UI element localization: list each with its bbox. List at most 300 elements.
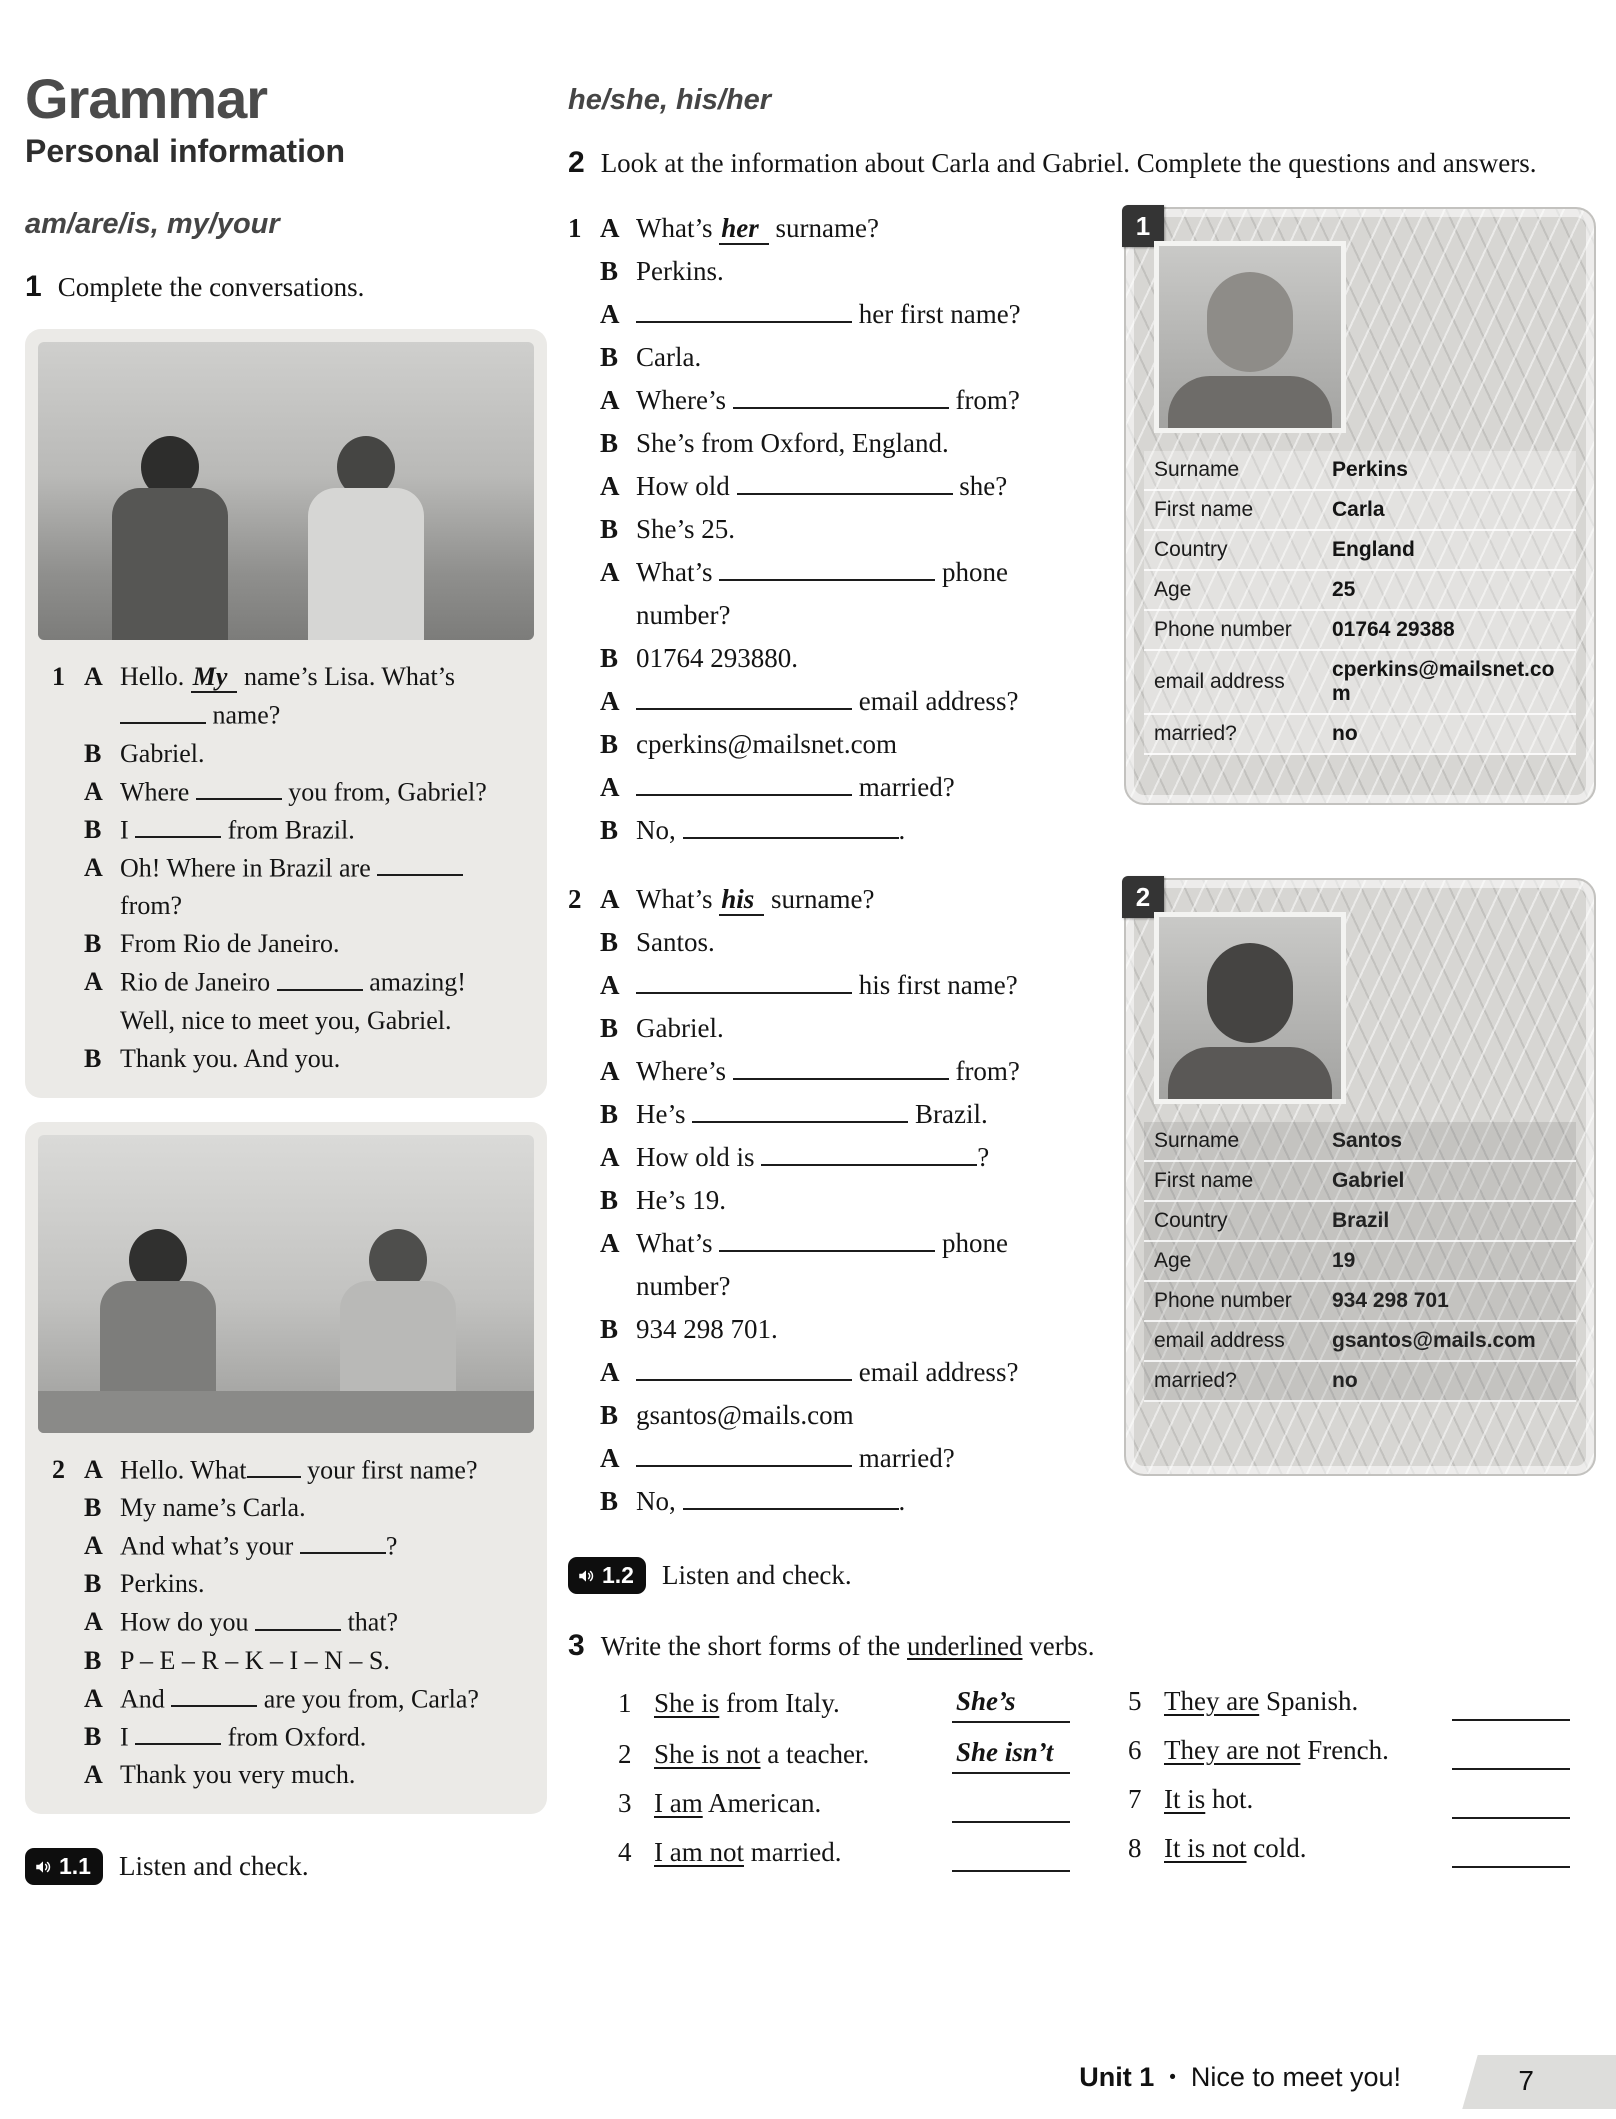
- answer-line[interactable]: [1452, 1736, 1570, 1770]
- item-number: [568, 809, 600, 852]
- page-title: Grammar: [25, 67, 268, 130]
- page-tab-shape: [1462, 2055, 1616, 2109]
- card-field-row: [1144, 611, 1576, 651]
- card-field-value: Brazil: [1332, 1209, 1390, 1233]
- item-number: [568, 336, 600, 379]
- item-number: [568, 1308, 600, 1351]
- speaker-label: B: [600, 1486, 619, 1517]
- item-number: [52, 849, 84, 925]
- speaker-label: A: [600, 1357, 620, 1388]
- card-field-row: [1144, 715, 1576, 755]
- listen-and-check-1: [25, 1848, 547, 1885]
- conversation-2-photo: [38, 1135, 534, 1433]
- answer-line[interactable]: [1452, 1785, 1570, 1819]
- speaker-label: B: [600, 1185, 619, 1216]
- right-column: [568, 70, 1598, 1872]
- dialogue-1-line: [568, 293, 1092, 336]
- answer-line[interactable]: [1452, 1687, 1570, 1721]
- conversation-2-line: [52, 1603, 524, 1641]
- item-number: 1: [618, 1687, 632, 1718]
- card-field-value: no: [1332, 722, 1358, 746]
- example-answer: My: [191, 662, 238, 693]
- speaker-label: B: [84, 1043, 102, 1073]
- conversation-1-line: [52, 925, 524, 963]
- speaker-label: B: [600, 1099, 619, 1130]
- item-number: [568, 379, 600, 422]
- item-number: [52, 811, 84, 849]
- exercise-2-instruction: Look at the information about Carla and Gabriel. Complete the questions and answers.: [600, 148, 1537, 178]
- answer-blank[interactable]: [737, 467, 953, 495]
- conversation-2-line: [52, 1489, 524, 1527]
- line-text: Thank you. And you.: [120, 1043, 341, 1073]
- item-number: [568, 1007, 600, 1050]
- card-field-value: 25: [1332, 578, 1356, 602]
- line-text: He’s 19.: [636, 1185, 726, 1216]
- card-field-row: [1144, 1362, 1576, 1402]
- line-text: How old is ?: [636, 1136, 1092, 1179]
- line-text: Oh! Where in Brazil are from?: [120, 849, 524, 925]
- exercise-3-instruction: [601, 1628, 1095, 1664]
- dialogue-2-line: [568, 1394, 1092, 1437]
- id-card-2-number: 2: [1122, 876, 1164, 918]
- answer-blank[interactable]: [719, 1224, 935, 1252]
- speaker-label: B: [600, 342, 619, 373]
- dialogue-1-line: [568, 422, 1092, 465]
- id-card-1-fields: [1144, 451, 1576, 755]
- line-text: Santos.: [636, 927, 715, 958]
- card-field-row: [1144, 1162, 1576, 1202]
- exercise-3-number: 3: [568, 1629, 585, 1663]
- item-number: [568, 637, 600, 680]
- underlined-verb: They are not: [1164, 1734, 1301, 1765]
- dialogue-1-line: [568, 250, 1092, 293]
- page-number-tab: [1441, 2055, 1616, 2109]
- answer-line[interactable]: [952, 1838, 1070, 1872]
- answer-blank[interactable]: [135, 1718, 221, 1745]
- card-field-value: gsantos@mails.com: [1332, 1329, 1536, 1353]
- answer-blank[interactable]: [377, 849, 463, 876]
- answer-blank[interactable]: [255, 1603, 341, 1630]
- speaker-label: A: [600, 385, 620, 416]
- item-number: [568, 1480, 600, 1523]
- dialogue-2-line: [568, 1437, 1092, 1480]
- dialogue-2-line: [568, 1093, 1092, 1136]
- conversation-1-line: [52, 1040, 524, 1078]
- audio-track-number: 1.1: [59, 1853, 91, 1880]
- speaker-label: B: [600, 1400, 619, 1431]
- person-silhouette: [306, 436, 426, 640]
- card-field-value: 934 298 701: [1332, 1289, 1449, 1313]
- speaker-label: A: [600, 772, 620, 803]
- speaker-label: B: [84, 1645, 102, 1675]
- instruction-underlined-word: underlined: [907, 1631, 1023, 1662]
- item-number: [568, 680, 600, 723]
- audio-track-number: 1.2: [602, 1562, 634, 1589]
- dialogue-2-line: [568, 1351, 1092, 1394]
- item-number: [52, 963, 84, 1039]
- card-field-label: Country: [1154, 1209, 1228, 1233]
- line-text: How do you that?: [120, 1603, 524, 1641]
- item-sentence: It is not cold.: [1164, 1832, 1307, 1863]
- speaker-label: B: [600, 1314, 619, 1345]
- line-text: her first name?: [636, 293, 1092, 336]
- item-number: [568, 508, 600, 551]
- card-field-row: [1144, 651, 1576, 715]
- dialogue-2-line: [568, 1308, 1092, 1351]
- card-field-value: England: [1332, 538, 1415, 562]
- card-field-label: email address: [1154, 670, 1285, 694]
- person-silhouette: [338, 1229, 458, 1433]
- short-form-item: [1128, 1681, 1570, 1721]
- speaker-label: B: [84, 1493, 102, 1523]
- item-number: [568, 921, 600, 964]
- listen-label: Listen and check.: [661, 1560, 852, 1591]
- dialogue-1-line: [568, 680, 1092, 723]
- answer-blank[interactable]: [277, 963, 363, 990]
- answer-blank[interactable]: [761, 1138, 977, 1166]
- item-number: 1: [52, 662, 65, 692]
- line-text: I from Brazil.: [120, 811, 524, 849]
- short-forms-column-left: [618, 1681, 1070, 1872]
- exercise-3-header: [568, 1628, 1598, 1664]
- card-field-row: [1144, 571, 1576, 611]
- line-text: email address?: [636, 1351, 1092, 1394]
- answer-blank[interactable]: [683, 1482, 899, 1510]
- conversation-1-line: [52, 963, 524, 1039]
- line-text: Rio de Janeiro amazing! Well, nice to meet you, Gabriel.: [120, 963, 524, 1039]
- silhouette-shoulders: [1168, 1047, 1332, 1104]
- item-number: 2: [618, 1738, 632, 1769]
- answer-blank[interactable]: [636, 1353, 852, 1381]
- speaker-label: A: [84, 967, 103, 997]
- speaker-label: A: [84, 853, 103, 883]
- item-number: [52, 773, 84, 811]
- item-sentence: They are not French.: [1164, 1734, 1389, 1765]
- answer-line[interactable]: She’s: [952, 1681, 1070, 1723]
- answer-blank[interactable]: [733, 1052, 949, 1080]
- item-number: 2: [568, 884, 582, 915]
- item-number: [52, 1040, 84, 1078]
- underlined-verb: I am not: [654, 1836, 744, 1867]
- line-text: What’s her surname?: [636, 213, 879, 244]
- item-number: [52, 1565, 84, 1603]
- item-number: 4: [618, 1836, 632, 1867]
- dialogue-2-line: [568, 921, 1092, 964]
- id-card-1-photo: [1154, 241, 1346, 433]
- dialogue-1-line: [568, 637, 1092, 680]
- conversation-1: [38, 658, 534, 1077]
- card-field-value: Carla: [1332, 498, 1385, 522]
- line-text: Perkins.: [120, 1569, 205, 1599]
- underlined-verb: It is: [1164, 1783, 1206, 1814]
- silhouette-head: [1207, 272, 1293, 372]
- card-field-label: married?: [1154, 1369, 1237, 1393]
- speaker-label: B: [84, 929, 102, 959]
- silhouette-torso: [308, 488, 424, 640]
- item-number: [568, 1222, 600, 1308]
- item-number: [52, 1527, 84, 1565]
- speaker-label: A: [84, 662, 103, 692]
- line-text: cperkins@mailsnet.com: [636, 729, 898, 760]
- dialogue-2-line: [568, 878, 1092, 921]
- line-text: From Rio de Janeiro.: [120, 929, 340, 959]
- item-number: 5: [1128, 1685, 1142, 1716]
- card-field-label: Age: [1154, 578, 1192, 602]
- conversation-2-line: [52, 1680, 524, 1718]
- conversation-2-line: [52, 1718, 524, 1756]
- card-field-label: Phone number: [1154, 618, 1292, 642]
- line-text: Perkins.: [636, 256, 724, 287]
- underlined-verb: She is: [654, 1687, 720, 1718]
- line-text: email address?: [636, 680, 1092, 723]
- card-field-label: email address: [1154, 1329, 1285, 1353]
- silhouette-shoulders: [1168, 376, 1332, 433]
- item-number: [52, 1756, 84, 1794]
- dialogue-1-line: [568, 809, 1092, 852]
- grammar-point-left: am/are/is, my/your: [25, 207, 280, 240]
- card-field-label: First name: [1154, 1169, 1254, 1193]
- card-field-row: [1144, 1282, 1576, 1322]
- answer-blank[interactable]: [719, 553, 935, 581]
- item-number: [52, 925, 84, 963]
- footer-separator: •: [1169, 2067, 1176, 2088]
- item-number: [568, 465, 600, 508]
- line-text: Where you from, Gabriel?: [120, 773, 524, 811]
- item-sentence: I am American.: [654, 1787, 822, 1818]
- exercise-2-row-2: [568, 878, 1598, 1523]
- speaker-label: A: [84, 1454, 103, 1484]
- line-text: What’s his surname?: [636, 884, 875, 915]
- line-text: He’s Brazil.: [636, 1093, 1092, 1136]
- answer-line[interactable]: [952, 1789, 1070, 1823]
- dialogue-2-line: [568, 1136, 1092, 1179]
- example-answer: his: [719, 884, 764, 916]
- short-form-item: [618, 1681, 1070, 1723]
- line-text: What’s phone number?: [636, 551, 1092, 637]
- card-field-row: [1144, 1202, 1576, 1242]
- underlined-verb: She is not: [654, 1738, 761, 1769]
- exercise-2-row-1: [568, 207, 1598, 852]
- line-text: What’s phone number?: [636, 1222, 1092, 1308]
- card-field-row: [1144, 491, 1576, 531]
- speaker-label: A: [600, 471, 620, 502]
- dialogue-2: [568, 878, 1092, 1523]
- line-text: Where’s from?: [636, 1050, 1092, 1093]
- speaker-label: B: [600, 1013, 619, 1044]
- card-field-row: [1144, 1322, 1576, 1362]
- underlined-verb: It is not: [1164, 1832, 1247, 1863]
- answer-blank[interactable]: [683, 811, 899, 839]
- item-number: [52, 1642, 84, 1680]
- speaker-label: B: [600, 643, 619, 674]
- item-number: [568, 1179, 600, 1222]
- line-text: I from Oxford.: [120, 1718, 524, 1756]
- short-forms-grid: [618, 1681, 1598, 1872]
- card-field-value: 01764 29388: [1332, 618, 1455, 642]
- dialogue-2-line: [568, 1007, 1092, 1050]
- dialogue-1-line: [568, 465, 1092, 508]
- speaker-label: B: [84, 738, 102, 768]
- audio-track-badge: [25, 1848, 103, 1885]
- item-sentence: She is from Italy.: [654, 1687, 840, 1718]
- answer-blank[interactable]: [636, 966, 852, 994]
- answer-blank[interactable]: [196, 773, 282, 800]
- listen-label: Listen and check.: [118, 1851, 309, 1882]
- line-text: My name’s Carla.: [120, 1493, 306, 1523]
- speaker-label: B: [600, 815, 619, 846]
- speaker-label: A: [84, 776, 103, 806]
- conversation-2: [38, 1451, 534, 1794]
- silhouette-torso: [100, 1281, 216, 1433]
- speaker-label: A: [84, 1683, 103, 1713]
- audio-track-badge: [568, 1557, 646, 1594]
- card-field-row: [1144, 531, 1576, 571]
- underlined-verb: They are: [1164, 1685, 1260, 1716]
- card-field-value: Gabriel: [1332, 1169, 1405, 1193]
- conversation-1-line: [52, 658, 524, 734]
- speaker-icon: [34, 1858, 52, 1876]
- id-card-2: [1124, 878, 1596, 1476]
- card-field-label: married?: [1154, 722, 1237, 746]
- underlined-verb: I am: [654, 1787, 703, 1818]
- item-number: [568, 964, 600, 1007]
- conversation-2-block: [25, 1122, 547, 1814]
- answer-blank[interactable]: [733, 381, 949, 409]
- short-form-item: [618, 1832, 1070, 1872]
- line-text: She’s from Oxford, England.: [636, 428, 949, 459]
- speaker-label: A: [600, 970, 620, 1001]
- answer-blank[interactable]: [120, 696, 206, 723]
- speaker-label: A: [84, 1760, 103, 1790]
- silhouette-torso: [340, 1281, 456, 1433]
- line-text: married?: [636, 1437, 1092, 1480]
- dialogue-2-line: [568, 1222, 1092, 1308]
- id-card-1: [1124, 207, 1596, 805]
- page-number: 7: [1518, 2065, 1534, 2096]
- id-card-2-photo: [1154, 912, 1346, 1104]
- item-number: [568, 723, 600, 766]
- dialogue-1-line: [568, 508, 1092, 551]
- item-number: [52, 735, 84, 773]
- item-number: [568, 1437, 600, 1480]
- item-sentence: She is not a teacher.: [654, 1738, 870, 1769]
- speaker-label: B: [84, 814, 102, 844]
- item-number: [568, 422, 600, 465]
- person-silhouette: [110, 436, 230, 640]
- answer-blank[interactable]: [636, 768, 852, 796]
- item-number: [52, 1680, 84, 1718]
- exercise-1-header: [25, 269, 547, 305]
- speaker-label: A: [600, 686, 620, 717]
- line-text: P – E – R – K – I – N – S.: [120, 1645, 390, 1675]
- speaker-label: A: [600, 884, 620, 915]
- answer-line[interactable]: She isn’t: [952, 1732, 1070, 1774]
- item-number: [568, 766, 600, 809]
- card-field-value: 19: [1332, 1249, 1356, 1273]
- speaker-label: A: [600, 1142, 620, 1173]
- line-text: Hello. What your first name?: [120, 1451, 524, 1489]
- speaker-label: A: [600, 1228, 620, 1259]
- line-text: And are you from, Carla?: [120, 1680, 524, 1718]
- answer-blank[interactable]: [636, 1439, 852, 1467]
- example-answer: her: [719, 213, 769, 245]
- instruction-text: Write the short forms of the: [600, 1631, 908, 1662]
- card-field-label: Surname: [1154, 458, 1240, 482]
- footer-unit: Unit 1: [1079, 2062, 1155, 2092]
- answer-blank[interactable]: [247, 1451, 301, 1478]
- card-field-label: Age: [1154, 1249, 1192, 1273]
- line-text: married?: [636, 766, 1092, 809]
- line-text: Where’s from?: [636, 379, 1092, 422]
- exercise-2-number: 2: [568, 146, 585, 179]
- speaker-label: B: [600, 927, 619, 958]
- item-number: [568, 551, 600, 637]
- card-field-value: Perkins: [1332, 458, 1408, 482]
- speaker-label: B: [600, 428, 619, 459]
- line-text: Carla.: [636, 342, 702, 373]
- line-text: gsantos@mails.com: [636, 1400, 854, 1431]
- conversation-1-photo: [38, 342, 534, 640]
- page-subtitle: Personal information: [25, 132, 346, 169]
- item-number: [568, 1050, 600, 1093]
- dialogue-1-line: [568, 207, 1092, 250]
- short-form-item: [1128, 1730, 1570, 1770]
- answer-blank[interactable]: [171, 1680, 257, 1707]
- conversation-2-line: [52, 1527, 524, 1565]
- dialogue-1-line: [568, 336, 1092, 379]
- answer-blank[interactable]: [636, 295, 852, 323]
- dialogue-1: [568, 207, 1092, 852]
- item-number: [568, 1394, 600, 1437]
- item-number: 8: [1128, 1832, 1142, 1863]
- speaker-label: A: [600, 213, 620, 244]
- card-field-label: Phone number: [1154, 1289, 1292, 1313]
- item-number: 6: [1128, 1734, 1142, 1765]
- conversation-1-block: [25, 329, 547, 1097]
- card-field-value: Santos: [1332, 1129, 1403, 1153]
- item-number: [568, 293, 600, 336]
- id-card-2-fields: [1144, 1122, 1576, 1402]
- answer-blank[interactable]: [636, 682, 852, 710]
- answer-blank[interactable]: [135, 811, 221, 838]
- speaker-label: B: [84, 1569, 102, 1599]
- conversation-2-line: [52, 1451, 524, 1489]
- card-field-label: Country: [1154, 538, 1228, 562]
- footer-unit-title: Nice to meet you!: [1190, 2062, 1401, 2092]
- dialogue-2-line: [568, 964, 1092, 1007]
- speaker-label: A: [84, 1531, 103, 1561]
- line-text: No, .: [636, 1480, 1092, 1523]
- dialogue-1-line: [568, 766, 1092, 809]
- answer-blank[interactable]: [300, 1527, 386, 1554]
- silhouette-torso: [112, 488, 228, 640]
- exercise-1-instruction: Complete the conversations.: [57, 271, 365, 302]
- conversation-1-line: [52, 735, 524, 773]
- card-field-row: [1144, 451, 1576, 491]
- line-text: 01764 293880.: [636, 643, 798, 674]
- speaker-label: B: [600, 256, 619, 287]
- answer-blank[interactable]: [692, 1095, 908, 1123]
- short-form-item: [618, 1732, 1070, 1774]
- silhouette-head: [1207, 943, 1293, 1043]
- speaker-label: A: [600, 557, 620, 588]
- left-column: [25, 67, 547, 1885]
- line-text: Gabriel.: [120, 738, 205, 768]
- speaker-label: A: [600, 1056, 620, 1087]
- answer-line[interactable]: [1452, 1834, 1570, 1868]
- card-field-row: [1144, 1122, 1576, 1162]
- speaker-label: B: [84, 1721, 102, 1751]
